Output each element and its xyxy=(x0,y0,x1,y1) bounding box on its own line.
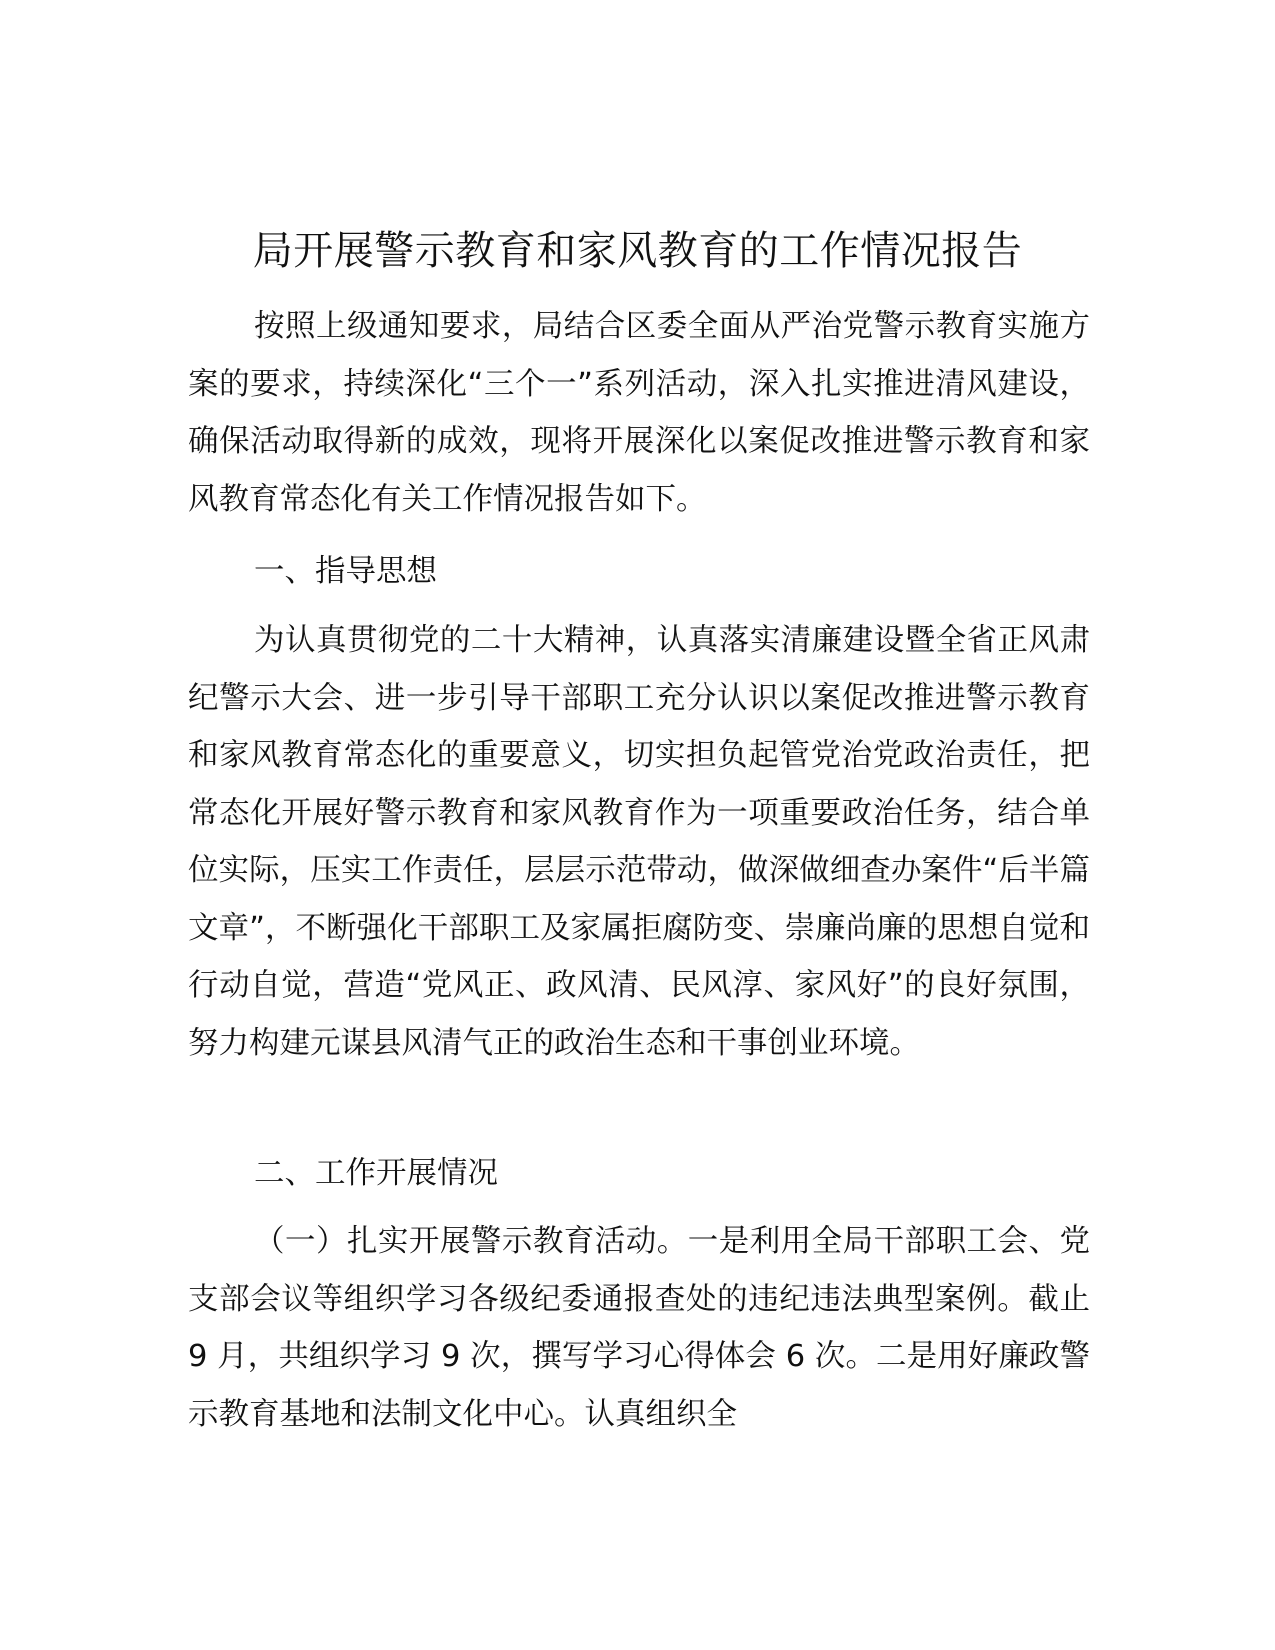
section-heading-work-progress: 二、工作开展情况 xyxy=(254,1156,498,1191)
intro-paragraph: 按照上级通知要求，局结合区委全面从严治党警示教育实施方案的要求，持续深化“三个一”系列活动，深入扎实推进清风建设，确保活动取得新的成效，现将开展深化以案促改推进警示教育和家风教育常态化有关工作情况报告如下。 xyxy=(188,309,1090,517)
section-heading-guiding-ideology: 一、指导思想 xyxy=(254,554,437,589)
guiding-ideology-paragraph: 为认真贯彻党的二十大精神，认真落实清廉建设暨全省正风肃纪警示大会、进一步引导干部职工充分认识以案促改推进警示教育和家风教育常态化的重要意义，切实担负起管党治党政治责任，把常态化开展好警示教育和家风教育作为一项重要政治任务，结合单位实际，压实工作责任，层层示范带动，做深做细查办案件“后半篇文章”，不断强化干部职工及家属拒腐防变、崇廉尚廉的思想自觉和行动自觉，营造“党风正、政风清、民风淳、家风好”的良好氛围，努力构建元谋县风清气正的政治生态和干事创业环境。 xyxy=(188,623,1090,1061)
document-title: 局开展警示教育和家风教育的工作情况报告 xyxy=(252,228,1023,274)
work-progress-paragraph: （一）扎实开展警示教育活动。一是利用全局干部职工会、党支部会议等组织学习各级纪委通报查处的违纪违法典型案例。截止 9 月，共组织学习 9 次，撰写学习心得体会 6 次。二是用好廉政警示教育基地和法制文化中心。认真组织全 xyxy=(188,1224,1090,1432)
